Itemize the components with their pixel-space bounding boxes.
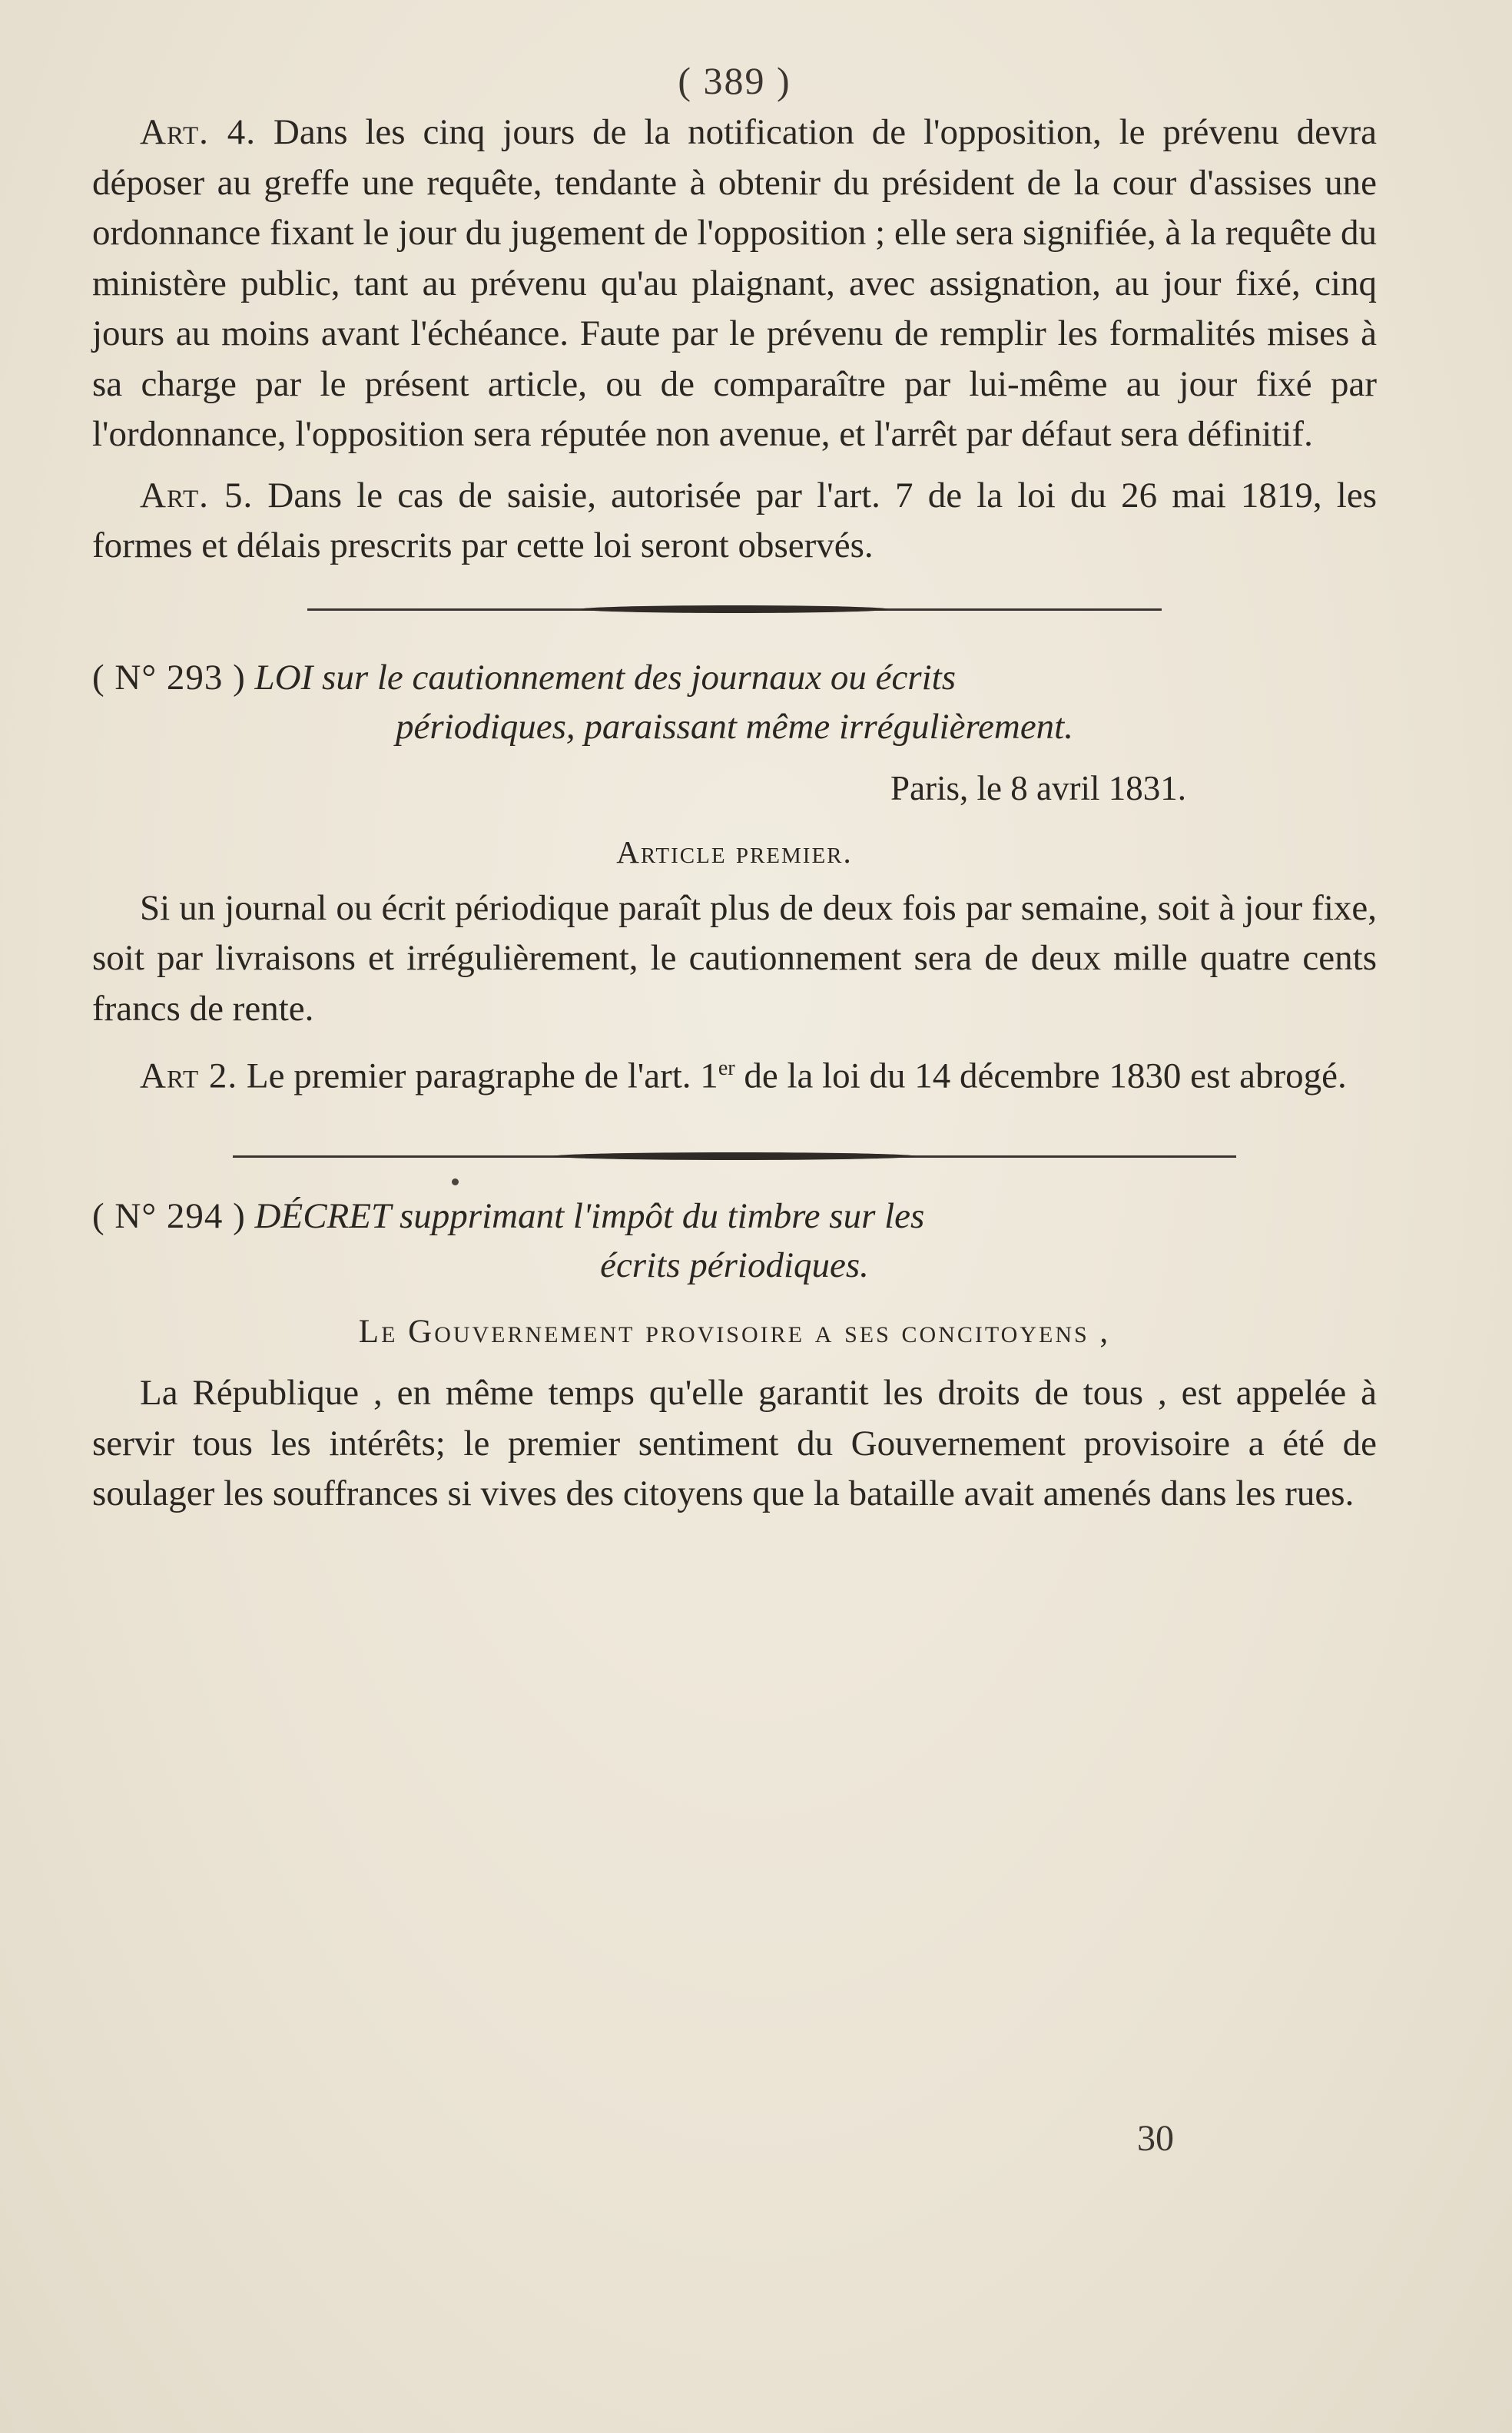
- section-divider-2: [233, 1145, 1236, 1168]
- text-column: [92, 54, 1377, 1520]
- section-293-article-2-text-a: Le premier paragraphe de l'art. 1: [246, 1056, 718, 1096]
- section-294-caption: Le Gouvernement provisoire a ses concitoyens ,: [358, 1314, 1111, 1351]
- section-293-title-line1: LOI sur le cautionnement des journaux ou écrits: [254, 657, 957, 698]
- section-294-heading: [92, 1192, 1377, 1290]
- article-4-text: Dans les cinq jours de la notification de l'opposition, le prévenu devra déposer au greffe une requête, tendante à obtenir du président de la cour d'assises une ordonnance fixant le jour du jugement de l'opposition ; elle sera signifiée, à la requête du ministère public, tant au prévenu qu'au plaignant, avec assignation, au jour fixé, cinq jours au moins avant l'échéance. Faute par le prévenu de remplir les formalités mises à sa charge par le présent article, ou de comparaître par lui-même au jour fixé par l'ordonnance, l'opposition sera réputée non avenue, et l'arrêt par défaut sera définitif.: [92, 112, 1378, 454]
- section-divider: [307, 598, 1162, 621]
- section-294-title-line1: DÉCRET supprimant l'impôt du timbre sur les: [254, 1196, 925, 1237]
- section-293-date: Paris, le 8 avril 1831.: [890, 768, 1186, 807]
- section-294-title-line2: écrits périodiques.: [600, 1245, 869, 1286]
- section-294-number: ( N° 294 ): [92, 1196, 246, 1237]
- section-293-paragraph-1: Si un journal ou écrit périodique paraît plus de deux fois par semaine, soit à jour fixe, soit par livraisons et irrégulièrement, le cautionnement sera de deux mille quatre cents francs de rente.: [92, 887, 1377, 1029]
- ink-dot: [452, 1178, 459, 1185]
- signature-number: 30: [1137, 2118, 1174, 2159]
- section-293-number: ( N° 293 ): [92, 657, 246, 698]
- divider-ornament-2: [554, 1152, 915, 1160]
- section-293-article-2: [92, 1043, 1377, 1102]
- superscript-er: er: [718, 1056, 735, 1080]
- article-5-label: Art. 5.: [140, 475, 254, 515]
- divider-ornament: [581, 605, 888, 613]
- article-5-text: Dans le cas de saisie, autorisée par l'art. 7 de la loi du 26 mai 1819, les formes et délais prescrits par cette loi seront observés.: [92, 475, 1377, 565]
- article-5-paragraph: [92, 471, 1377, 572]
- section-293-heading: [92, 653, 1377, 751]
- section-293-article-2-text-b: de la loi du 14 décembre 1830 est abrogé.: [744, 1056, 1347, 1096]
- article-4-paragraph: [92, 108, 1377, 460]
- article-4-label: Art. 4.: [140, 112, 257, 152]
- section-293-article-2-label: Art 2.: [140, 1056, 238, 1096]
- section-293-title-line2: périodiques, paraissant même irrégulièrement.: [395, 706, 1073, 747]
- page-number: ( 389 ): [678, 59, 791, 102]
- section-294-paragraph-1: La République , en même temps qu'elle garantit les droits de tous , est appelée à servir tous les intérêts; le premier sentiment du Gouvernement provisoire a été de soulager les souffrances si vives des citoyens que la bataille avait amenés dans les rues.: [92, 1373, 1377, 1514]
- article-premier-caption: Article premier.: [616, 834, 853, 870]
